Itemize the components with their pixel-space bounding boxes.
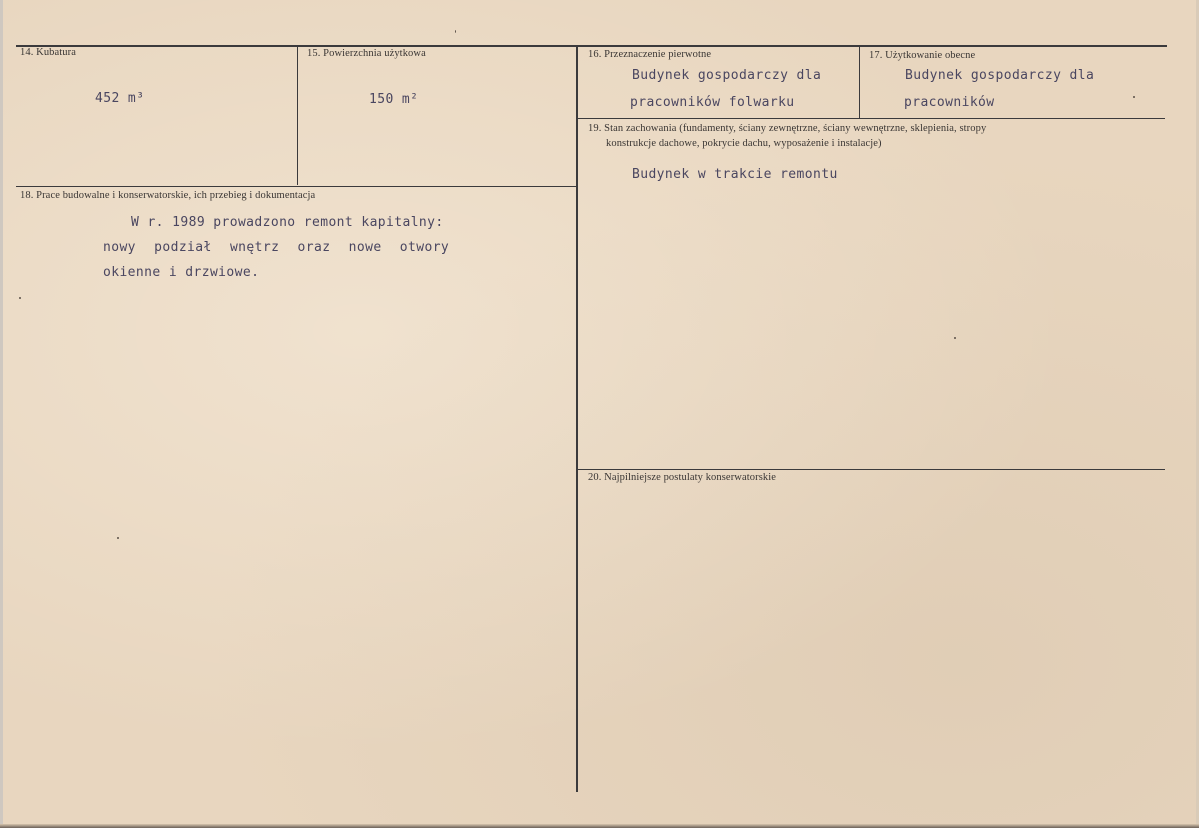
field-18-label: 18. Prace budowalne i konserwatorskie, ich przebieg i dokumentacja <box>20 190 316 201</box>
field-16-label: 16. Przeznaczenie pierwotne <box>588 49 712 60</box>
paper-speck <box>117 537 119 539</box>
top-rule <box>16 45 1167 47</box>
card-edge-bottom <box>0 824 1199 828</box>
field-20-label: 20. Najpilniejsze postulaty konserwatorskie <box>588 472 777 483</box>
divider-14-15 <box>297 47 298 185</box>
rule-above-20 <box>578 469 1165 470</box>
field-15-label: 15. Powierzchnia użytkowa <box>307 48 426 59</box>
field-14-value: 452 m³ <box>95 91 145 106</box>
field-16-value-line1: Budynek gospodarczy dla <box>632 68 822 83</box>
field-19-label-line2: konstrukcje dachowe, pokrycie dachu, wyposażenie i instalacje) <box>606 138 882 149</box>
rule-above-18 <box>16 186 576 187</box>
field-19-value: Budynek w trakcie remontu <box>632 167 838 182</box>
paper-speck <box>19 297 21 299</box>
card-edge-left <box>0 0 3 828</box>
field-15-value: 150 m² <box>369 92 419 107</box>
field-18-value-line2: nowy podział wnętrz oraz nowe otwory <box>103 240 450 255</box>
paper-speck <box>455 30 456 33</box>
field-19-label-line1: 19. Stan zachowania (fundamenty, ściany zewnętrzne, ściany wewnętrzne, sklepienia, stropy <box>588 123 987 134</box>
field-16-value-line2: pracowników folwarku <box>630 95 795 110</box>
field-18-value-line1: W r. 1989 prowadzono remont kapitalny: <box>131 215 444 230</box>
field-17-value-line1: Budynek gospodarczy dla <box>905 68 1095 83</box>
field-18-value-line3: okienne i drzwiowe. <box>103 265 260 280</box>
paper-speck <box>954 337 956 339</box>
main-vertical-divider <box>576 47 578 792</box>
field-17-value-line2: pracowników <box>904 95 995 110</box>
rule-below-16-17 <box>578 118 1165 119</box>
field-17-label: 17. Użytkowanie obecne <box>869 50 976 61</box>
paper-speck <box>1133 96 1135 98</box>
field-14-label: 14. Kubatura <box>20 47 77 58</box>
divider-16-17 <box>859 47 860 118</box>
